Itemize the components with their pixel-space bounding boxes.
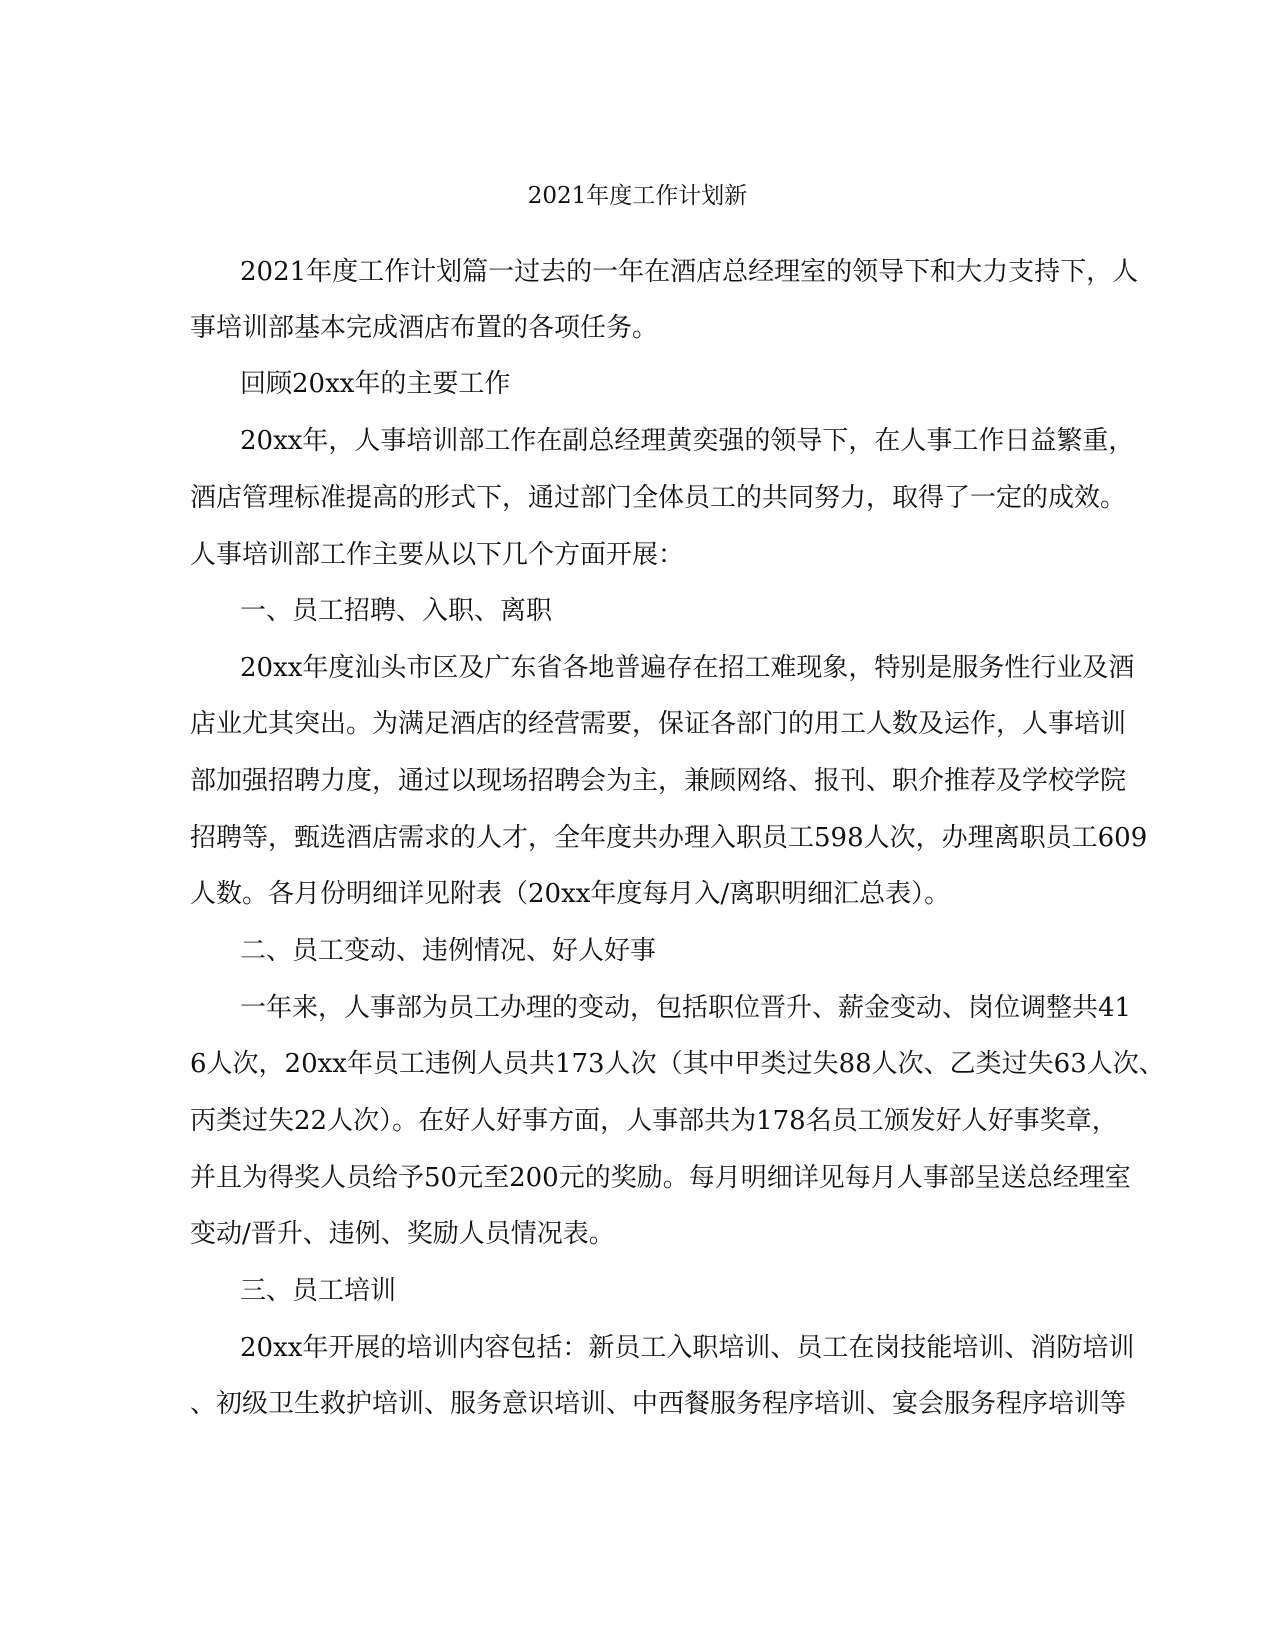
paragraph-line: 2021年度工作计划篇一过去的一年在酒店总经理室的领导下和大力支持下，人 — [240, 257, 1139, 287]
paragraph-line: 一年来，人事部为员工办理的变动，包括职位晋升、薪金变动、岗位调整共41 — [240, 993, 1132, 1023]
section-heading: 二、员工变动、违例情况、好人好事 — [240, 936, 657, 966]
paragraph-line: 事培训部基本完成酒店布置的各项任务。 — [190, 313, 659, 343]
paragraph-line: 6人次，20xx年员工违例人员共173人次（其中甲类过失88人次、乙类过失63人次、 — [190, 1049, 1165, 1079]
paragraph-line: 部加强招聘力度，通过以现场招聘会为主，兼顾网络、报刊、职介推荐及学校学院 — [190, 766, 1127, 796]
section-heading: 回顾20xx年的主要工作 — [240, 369, 511, 399]
paragraph-line: 酒店管理标准提高的形式下，通过部门全体员工的共同努力，取得了一定的成效。 — [190, 483, 1127, 513]
paragraph-line: 店业尤其突出。为满足酒店的经营需要，保证各部门的用工人数及运作，人事培训 — [190, 709, 1127, 739]
paragraph-line: 20xx年开展的培训内容包括：新员工入职培训、员工在岗技能培训、消防培训 — [240, 1333, 1135, 1363]
paragraph-line: 人数。各月份明细详见附表（20xx年度每月入/离职明细汇总表）。 — [190, 879, 951, 909]
paragraph-line: 20xx年度汕头市区及广东省各地普遍存在招工难现象，特别是服务性行业及酒 — [240, 653, 1135, 683]
paragraph-line: 、初级卫生救护培训、服务意识培训、中西餐服务程序培训、宴会服务程序培训等 — [190, 1389, 1127, 1419]
document-title: 2021年度工作计划新 — [527, 183, 748, 209]
section-heading: 三、员工培训 — [240, 1276, 397, 1306]
paragraph-line: 20xx年，人事培训部工作在副总经理黄奕强的领导下，在人事工作日益繁重， — [240, 426, 1135, 456]
paragraph-line: 变动/晋升、违例、奖励人员情况表。 — [190, 1219, 615, 1249]
paragraph-line: 人事培训部工作主要从以下几个方面开展： — [190, 540, 685, 570]
paragraph-line: 并且为得奖人员给予50元至200元的奖励。每月明细详见每月人事部呈送总经理室 — [190, 1163, 1131, 1193]
paragraph-line: 丙类过失22人次）。在好人好事方面，人事部共为178名员工颁发好人好事奖章， — [190, 1106, 1118, 1136]
paragraph-line: 招聘等，甄选酒店需求的人才，全年度共办理入职员工598人次，办理离职员工609 — [190, 823, 1148, 853]
section-heading: 一、员工招聘、入职、离职 — [240, 596, 553, 626]
